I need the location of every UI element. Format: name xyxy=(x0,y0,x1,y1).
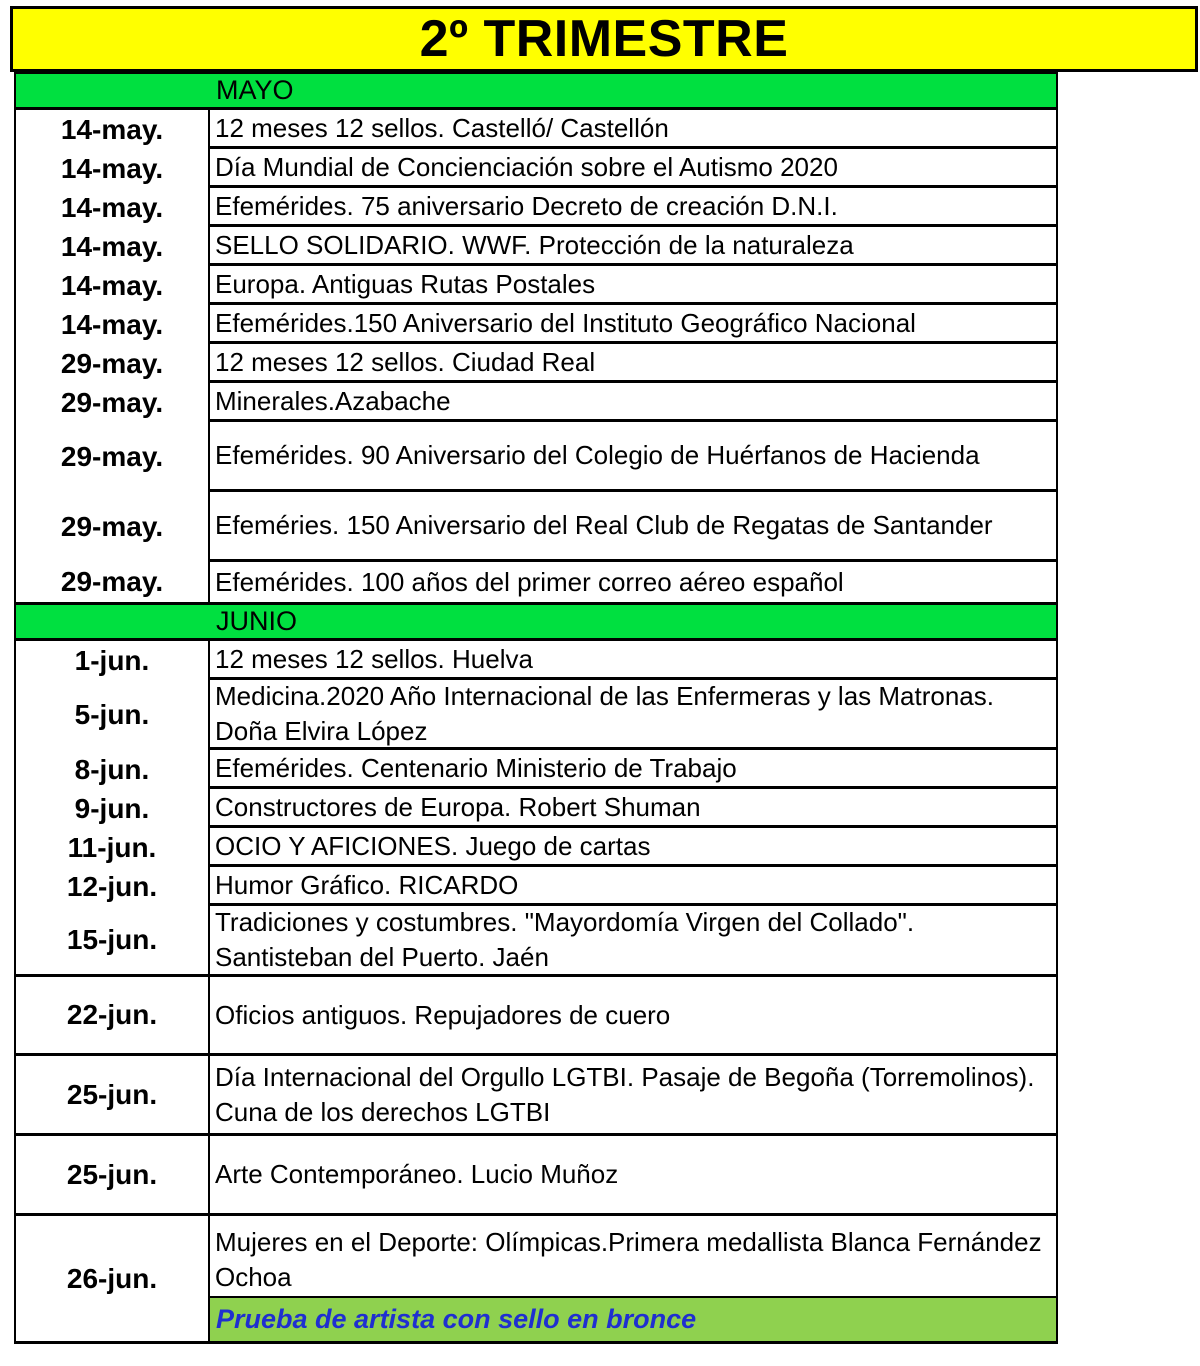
row-date: 14-may. xyxy=(60,191,164,223)
row-description: SELLO SOLIDARIO. WWF. Protección de la naturaleza xyxy=(208,227,1056,266)
row-date: 14-may. xyxy=(60,308,164,340)
row-date: 29-may. xyxy=(60,566,164,597)
row-description: Medicina.2020 Año Internacional de las Enfermeras y las Matronas. Doña Elvira López xyxy=(208,680,1056,750)
month-header-mayo xyxy=(14,72,1058,110)
table-row xyxy=(14,977,1058,1056)
row-description: Día Internacional del Orgullo LGTBI. Pasaje de Begoña (Torremolinos). Cuna de los derechos LGTBI xyxy=(208,1056,1056,1136)
row-date: 5-jun. xyxy=(74,699,150,730)
row-date: 11-jun. xyxy=(67,831,157,863)
table-row xyxy=(14,305,1058,344)
table-row xyxy=(14,562,1058,602)
table-row xyxy=(14,789,1058,828)
row-description: Día Mundial de Concienciación sobre el Autismo 2020 xyxy=(208,149,1056,188)
table-row xyxy=(14,641,1058,680)
row-date: 15-jun. xyxy=(16,906,208,977)
table-row xyxy=(14,492,1058,562)
table-row xyxy=(14,227,1058,266)
row-date: 22-jun. xyxy=(16,977,208,1056)
row-date: 8-jun. xyxy=(74,753,150,785)
row-description: Arte Contemporáneo. Lucio Muñoz xyxy=(208,1136,1056,1216)
row-date: 12-jun. xyxy=(66,870,158,902)
row-description: Tradiciones y costumbres. "Mayordomía Virgen del Collado". Santisteban del Puerto. Jaén xyxy=(208,906,1056,977)
table-row xyxy=(14,266,1058,305)
row-date: 1-jun. xyxy=(74,644,150,676)
table-row xyxy=(14,188,1058,227)
table-row xyxy=(14,344,1058,383)
table-row xyxy=(14,680,1058,750)
table-row xyxy=(14,906,1058,977)
row-date: 25-jun. xyxy=(16,1136,208,1216)
row-description: Efeméries. 150 Aniversario del Real Club de Regatas de Santander xyxy=(208,492,1056,562)
row-date: 14-may. xyxy=(60,230,164,262)
row-description: 12 meses 12 sellos. Huelva xyxy=(208,641,1056,680)
row-description: OCIO Y AFICIONES. Juego de cartas xyxy=(208,828,1056,867)
row-description: Efemérides. 90 Aniversario del Colegio de Huérfanos de Hacienda xyxy=(208,422,1056,492)
row-description: Efemérides. 75 aniversario Decreto de creación D.N.I. xyxy=(208,188,1056,227)
row-date: 25-jun. xyxy=(16,1056,208,1136)
table-row xyxy=(14,383,1058,422)
month-label: MAYO xyxy=(216,75,294,105)
row-description: 12 meses 12 sellos. Ciudad Real xyxy=(208,344,1056,383)
row-description: Efemérides.150 Aniversario del Instituto Geográfico Nacional xyxy=(208,305,1056,344)
row-description: Minerales.Azabache xyxy=(208,383,1056,422)
row-date: 26-jun. xyxy=(66,1262,158,1294)
row-date: 9-jun. xyxy=(74,792,150,824)
table-row xyxy=(14,828,1058,867)
row-date: 29-may. xyxy=(60,386,164,418)
row-date: 14-may. xyxy=(60,152,164,184)
table-row xyxy=(14,422,1058,492)
table-row xyxy=(14,110,1058,149)
table-bottom-border xyxy=(14,1341,1058,1344)
row-date: 29-may. xyxy=(60,511,164,542)
table-row xyxy=(14,1136,1058,1216)
page-title: 2º TRIMESTRE xyxy=(10,6,1198,72)
table-row xyxy=(14,750,1058,789)
row-description: Efemérides. 100 años del primer correo aéreo español xyxy=(208,562,1056,602)
bronze-proof-note: Prueba de artista con sello en bronce xyxy=(208,1296,1056,1341)
row-description: Oficios antiguos. Repujadores de cuero xyxy=(208,977,1056,1056)
month-label: JUNIO xyxy=(216,606,297,636)
row-date: 14-may. xyxy=(60,269,164,301)
table-row xyxy=(14,1056,1058,1136)
row-description: Humor Gráfico. RICARDO xyxy=(208,867,1056,906)
row-date: 29-may. xyxy=(60,347,164,379)
month-header-junio xyxy=(14,602,1058,641)
row-description: Constructores de Europa. Robert Shuman xyxy=(208,789,1056,828)
row-date: 29-may. xyxy=(60,441,164,472)
row-description: Europa. Antiguas Rutas Postales xyxy=(208,266,1056,305)
row-description: Mujeres en el Deporte: Olímpicas.Primera medallista Blanca Fernández Ochoa xyxy=(208,1216,1056,1296)
row-description: Efemérides. Centenario Ministerio de Trabajo xyxy=(208,750,1056,789)
row-date: 14-may. xyxy=(60,113,164,145)
table-row xyxy=(14,867,1058,906)
row-description: 12 meses 12 sellos. Castelló/ Castellón xyxy=(208,110,1056,149)
table-row xyxy=(14,1216,1058,1341)
table-row xyxy=(14,149,1058,188)
